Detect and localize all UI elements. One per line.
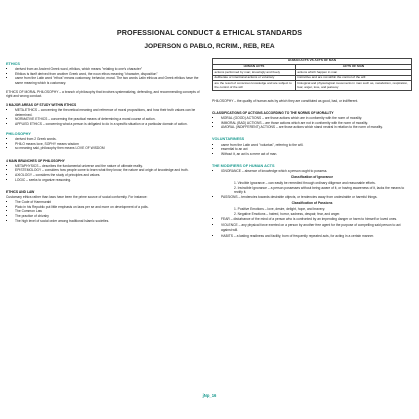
law-heading: ETHICS AND LAW — [6, 189, 35, 194]
passions-list — [212, 195, 412, 199]
list-item: ▪ PASSIONS – tendencies towards desirable objects, or tendencies away from undesirable or harmful things. — [221, 195, 412, 199]
acts-comparison-table — [212, 58, 412, 91]
list-item: ▪ Without it, an act is a mere act of man. — [221, 152, 412, 156]
ethics-definition: ETHICS OF MORAL PHILOSOPHY – a branch of philosophy that involves systematizing, defending, and recommending concepts of right and wrong conduct. — [6, 89, 200, 98]
document-title: PROFESSIONAL CONDUCT & ETHICAL STANDARDS — [116, 28, 303, 37]
table-cell: instinctive and are not within the control of the will — [295, 75, 411, 81]
voluntariness-list — [212, 143, 412, 156]
right-column — [212, 58, 412, 238]
list-item: 1. Vincible Ignorance – can easily be remedied through ordinary diligence and reasonable efforts. — [234, 180, 376, 185]
table-cell: actions which happen in man — [295, 70, 411, 76]
table-cell: biological and physiological movements in man such as, metabolism, respiration, fear, anger, love, and jealousy — [295, 81, 411, 90]
classification-list — [212, 116, 412, 129]
table-cell: deliberate or intentional actions or voluntary — [213, 75, 296, 81]
list-item: ▪ came from the Latin word "voluntas", referring to the will. — [221, 143, 412, 147]
list-item: ▪ APPLIED ETHICS – concerning what a person is obligated to do in a specific situation or a particular domain of action. — [15, 122, 203, 126]
list-item: ▪ META-ETHICS – concerning the theoretical meaning and reference of moral propositions, and how their truth values can be determined. — [15, 108, 203, 116]
list-item: ▪ The Common Law — [15, 209, 203, 213]
list-item: ▪ FEAR – disturbance of the mind of a person who is confronted by an impending danger or harm to himself or loved ones. — [221, 217, 412, 221]
list-item: 1. Positive Emotions – love, desire, delight, hope, and bravery. — [234, 206, 326, 211]
page-footer: jNp_16 — [202, 393, 217, 398]
list-item: ▪ The practice of chivalry — [15, 214, 203, 218]
branches-list — [6, 164, 203, 182]
areas-list — [6, 108, 203, 126]
list-item: ▪ Plato in his Republic put little emphasis on laws per se and more on development of a polis. — [15, 205, 203, 209]
modifiers-heading: THE MODIFIERS OF HUMAN ACTS — [212, 164, 275, 169]
table-header: ACTS OF MAN — [295, 64, 411, 70]
list-item: ▪ AXIOLOGY – considers the study of principles and values. — [15, 173, 203, 177]
list-item: ▪ derived from 2 Greek words. — [15, 137, 203, 141]
ethics-heading: ETHICS — [6, 62, 20, 66]
table-cell: are the result of conscious knowledge and are subject to the control of the will — [213, 81, 296, 90]
other-modifiers-list — [212, 217, 412, 238]
philosophy-definition: PHILOSOPHY – the quality of human acts by which they are constituted as good, bad, or indifferent. — [212, 98, 359, 103]
law-list — [6, 200, 203, 223]
classification-heading: CLASSIFICATIONS OF ACTIONS ACCORDING TO THE NORMS OF MORALITY — [212, 110, 334, 115]
list-item: 2. Invincible Ignorance – a person possesses without being aware of it, or having awareness of it, lacks the means to rectify it. — [234, 185, 405, 195]
list-item: ▪ NORMATIVE ETHICS – concerning the practical means of determining a moral course of action. — [15, 117, 203, 121]
ethics-list — [6, 67, 203, 85]
list-item: ▪ LOGIC – seeks to organize reasoning. — [15, 178, 203, 182]
branches-heading: 4 MAIN BRANCHES OF PHILOSOPHY — [6, 158, 65, 163]
list-item: ▪ so meaning saki, philosophy then means LOVE OF WISDOM — [15, 146, 203, 150]
list-item: ▪ Ethikos is itself derived from another Greek word, the noun ethos meaning "character, disposition" — [15, 72, 203, 76]
list-item: ▪ METAPHYSICS – describes the fundamental universe and the nature of ultimate reality. — [15, 164, 203, 168]
list-item: ▪ The high level of social order among traditional Islamic societies. — [15, 219, 203, 223]
philosophy-heading: PHILOSOPHY — [6, 132, 31, 136]
philosophy-list — [6, 137, 203, 150]
list-item: ▪ PHILO means love, SOPHY means wisdom — [15, 142, 203, 146]
table-title: HUMAN ACTS VS ACTS OF MAN — [213, 59, 412, 65]
list-item: ▪ derived from an Ancient Greek word, ethikos, which means "relating to one's character" — [15, 67, 203, 71]
list-item: ▪ MORAL (GOOD) ACTIONS – are those actions which are in conformity with the norm of morality. — [221, 116, 412, 120]
voluntariness-heading: VOLUNTARINESS — [212, 137, 245, 142]
list-item: ▪ AMORAL (INDIFFERENT) ACTIONS – are those actions which stand neutral in relation to the norm of morality. — [221, 125, 412, 129]
passions-classification-title: Classification of Passions — [291, 201, 333, 205]
list-item: ▪ IGNORANCE – absence of knowledge which a person ought to possess. — [221, 169, 412, 173]
table-cell: actions performed by man; knowingly and freely — [213, 70, 296, 76]
list-item: ▪ came from the Latin word "ethos" means customary, behavior, moral. The two words Latin ethicus and Greek ethikos have the same meaning which is customary. — [15, 76, 203, 84]
list-item: ▪ HABITS – a lasting readiness and facility, born of frequently repeated acts, for acting in a certain manner. — [221, 234, 412, 238]
list-item: ▪ IMMORAL (BAD) ACTIONS – are those actions which are not in conformity with the norm of morality. — [221, 121, 412, 125]
left-column — [6, 58, 203, 223]
list-item: ▪ essential to an act — [221, 147, 412, 151]
list-item: ▪ The Code of Hammurabi — [15, 200, 203, 204]
table-row — [213, 81, 412, 90]
ignorance-classification-title: Classification of Ignorance — [290, 174, 334, 179]
modifiers-list — [212, 169, 412, 173]
list-item: ▪ VIOLENCE – any physical force exerted on a person by another free agent for the purpose of compelling said person to act against will. — [221, 223, 412, 231]
areas-heading: 3 MAJOR AREAS OF STUDY WITHIN ETHICS — [6, 103, 77, 108]
list-item: ▪ EPISTEMOLOGY – considers how people come to learn what they know; the nature and origin of knowledge and truth. — [15, 168, 203, 172]
law-intro: Customary ethics rather than laws have been the prime source of social conformity. For instance: — [6, 194, 148, 199]
document-author: JOPERSON G PABLO, RCRIM., REB, REA — [144, 43, 275, 50]
list-item: 2. Negative Emotions – hatred, horror, sadness, despair, fear, and anger. — [234, 211, 341, 216]
table-header: HUMAN ACTS — [213, 64, 296, 70]
